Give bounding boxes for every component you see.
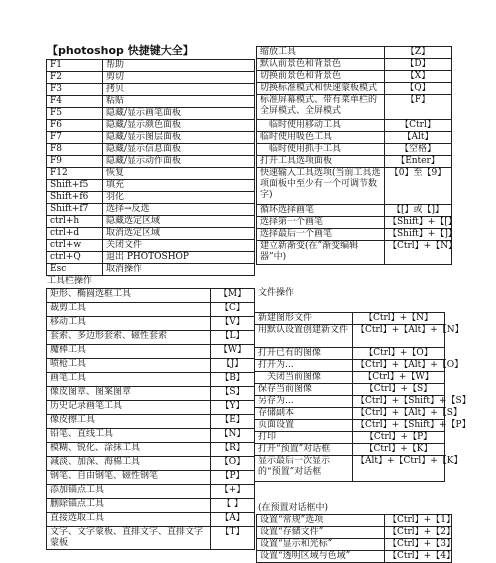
cell-shortcut: 【S】 (211, 387, 255, 401)
table-row (47, 443, 255, 457)
cell-shortcut: 【Enter】 (385, 156, 452, 168)
cell-label: F1 (47, 60, 103, 72)
cell-shortcut: 【R】 (211, 443, 255, 457)
function-keys-table (46, 59, 255, 276)
table-row (47, 457, 255, 471)
cell-label: 切换前景色和背景色 (257, 71, 385, 83)
table-row (47, 216, 255, 228)
cell-shortcut: 【F】 (385, 95, 452, 120)
table-row (47, 415, 255, 429)
cell-shortcut: 【N】 (211, 429, 255, 443)
cell-label: F8 (47, 144, 103, 156)
cell-label: 直接选取工具 (47, 513, 211, 527)
cell-shortcut: 粘贴 (103, 96, 255, 108)
cell-label: Shift+f5 (47, 180, 103, 192)
table-row (257, 95, 452, 120)
table-row (255, 325, 445, 348)
cell-label: 另存为... (255, 396, 353, 408)
cell-shortcut: 【W】 (211, 345, 255, 359)
table-row (47, 485, 255, 499)
table-row (257, 551, 452, 563)
cell-label: 魔棒工具 (47, 345, 211, 359)
cell-shortcut: 【X】 (385, 71, 452, 83)
cell-shortcut: 恢复 (103, 168, 255, 180)
cell-label: ctrl+h (47, 216, 103, 228)
table-row (47, 132, 255, 144)
cell-shortcut: 【Ctrl】+【S】 (353, 384, 445, 396)
table-row (47, 228, 255, 240)
cell-shortcut: 填充 (103, 180, 255, 192)
table-row (255, 432, 445, 444)
cell-shortcut: 【Ctrl】+【1】 (385, 515, 452, 527)
cell-shortcut: 退出 PHOTOSHOP (103, 252, 255, 264)
cell-shortcut: 【L】 (211, 331, 255, 345)
table-row (257, 217, 452, 229)
table-row (257, 241, 452, 265)
cell-shortcut: 隐藏/显示动作面板 (103, 156, 255, 168)
cell-shortcut: 【Ctrl】+【Shift】+【S】 (353, 396, 445, 408)
cell-label: F2 (47, 72, 103, 84)
table-row (257, 539, 452, 551)
tool-shortcuts-table (256, 46, 458, 265)
table-row (255, 372, 445, 384)
cell-shortcut: 【O】 (211, 457, 255, 471)
cell-label: 设置“显示和光标” (257, 539, 385, 551)
cell-shortcut: 【0】至【9】 (385, 168, 452, 205)
table-row (47, 192, 255, 204)
cell-shortcut: 【Ctrl】+【3】 (385, 539, 452, 551)
cell-shortcut: 隐藏/显示画笔面板 (103, 108, 255, 120)
cell-shortcut: 【Ctrl】+【K】 (353, 444, 445, 456)
cell-shortcut: 拷贝 (103, 84, 255, 96)
cell-label: F3 (47, 84, 103, 96)
table-row (47, 387, 255, 401)
file-ops-caption: 文件操作 (258, 288, 295, 298)
cell-label: 页面设置 (255, 420, 353, 432)
table-row (47, 331, 255, 345)
cell-label: 裁剪工具 (47, 303, 211, 317)
tools-table (46, 288, 255, 550)
table-row (47, 471, 255, 485)
cell-label: 设置“存储文件” (257, 527, 385, 539)
table-row (47, 499, 255, 513)
cell-shortcut: 【V】 (211, 317, 255, 331)
table-row (47, 373, 255, 387)
table-row (47, 240, 255, 252)
cell-shortcut: 取消操作 (103, 264, 255, 276)
cell-label: 钢笔、自由钢笔、磁性钢笔 (47, 471, 211, 485)
cell-label: 选择第一个画笔 (257, 217, 385, 229)
cell-label: 临时使用吸色工具 (257, 132, 385, 144)
cell-label: F9 (47, 156, 103, 168)
table-row (47, 120, 255, 132)
cell-label: 打开已有的图像 (255, 348, 353, 360)
cell-label: 喷枪工具 (47, 359, 211, 373)
table-row (47, 156, 255, 168)
cell-shortcut: 【 】 (211, 499, 255, 513)
cell-label: 快速输入工具选项(当前工具选项面板中至少有一个可调节数字) (257, 168, 385, 205)
cell-shortcut: 【Ctrl】+【2】 (385, 527, 452, 539)
cell-shortcut: 【T】 (211, 527, 255, 550)
table-row (257, 168, 452, 205)
cell-shortcut: 【Y】 (211, 401, 255, 415)
table-row (47, 429, 255, 443)
cell-label: 设置“常规”选项 (257, 515, 385, 527)
table-row (47, 96, 255, 108)
cell-shortcut: 【Ctrl】+【N】 (385, 241, 452, 265)
table-row (255, 456, 445, 482)
cell-shortcut: 隐藏/显示图层面板 (103, 132, 255, 144)
cell-shortcut: 【Ctrl】+【W】 (353, 372, 445, 384)
cell-label: F5 (47, 108, 103, 120)
cell-shortcut: 关闭文件 (103, 240, 255, 252)
table-row (47, 144, 255, 156)
cell-label: 缩放工具 (257, 47, 385, 59)
cell-shortcut: 【Q】 (385, 83, 452, 95)
cell-label: F4 (47, 96, 103, 108)
table-row (257, 59, 452, 71)
cell-label: F7 (47, 132, 103, 144)
cell-label: 打开为... (255, 360, 353, 372)
table-row (255, 444, 445, 456)
cell-label: 存储副本 (255, 408, 353, 420)
cell-label: 标准屏幕模式、带有菜单栏的全屏模式、全屏模式 (257, 95, 385, 120)
cell-label: 减淡、加深、海棉工具 (47, 457, 211, 471)
cell-label: 模糊、锐化、涂抹工具 (47, 443, 211, 457)
cell-shortcut: 【Ctrl】+【Alt】+【N】 (353, 325, 445, 348)
cell-label: 保存当前图像 (255, 384, 353, 396)
table-row (47, 359, 255, 373)
cell-shortcut: 【Ctrl】+【N】 (353, 313, 445, 325)
cell-label: 文字、文字蒙板、直排文字、直排文字蒙板 (47, 527, 211, 550)
document-title: 【photoshop 快捷键大全】 (47, 44, 194, 57)
cell-label: 关闭当前图像 (255, 372, 353, 384)
cell-shortcut: 【M】 (211, 289, 255, 303)
file-ops-table (254, 312, 471, 482)
table-row (47, 303, 255, 317)
cell-shortcut: 【A】 (211, 513, 255, 527)
table-row (47, 401, 255, 415)
table-row (257, 132, 452, 144)
cell-label: 移动工具 (47, 317, 211, 331)
table-row (47, 527, 255, 550)
cell-label: 新建图形文件 (255, 313, 353, 325)
table-row (47, 168, 255, 180)
cell-label: 打开“预置”对话框 (255, 444, 353, 456)
cell-shortcut: 【Alt】 (385, 132, 452, 144)
table-row (47, 252, 255, 264)
cell-label: ctrl+Q (47, 252, 103, 264)
table-row (255, 396, 445, 408)
cell-shortcut: 取消选定区域 (103, 228, 255, 240)
cell-shortcut: 【E】 (211, 415, 255, 429)
table-row (257, 515, 452, 527)
cell-shortcut: 【Alt】+【Ctrl】+【K】 (353, 456, 445, 482)
table-row (257, 47, 452, 59)
cell-shortcut: 【Ctrl】+【Alt】+【S】 (353, 408, 445, 420)
cell-label: 选择最后一个画笔 (257, 229, 385, 241)
table-row (47, 289, 255, 303)
cell-shortcut: 隐藏/显示信息面板 (103, 144, 255, 156)
table-row (257, 156, 452, 168)
cell-shortcut: 【J】 (211, 359, 255, 373)
cell-label: F12 (47, 168, 103, 180)
cell-shortcut: 【Ctrl】+【O】 (353, 348, 445, 360)
cell-shortcut: 剪切 (103, 72, 255, 84)
cell-shortcut: 【Shift】+【[】 (385, 217, 452, 229)
cell-shortcut: 【P】 (211, 471, 255, 485)
cell-label: Shift+f7 (47, 204, 103, 216)
table-row (257, 229, 452, 241)
prefs-caption: (在预置对话框中) (258, 503, 329, 513)
table-row (47, 513, 255, 527)
cell-shortcut: 【C】 (211, 303, 255, 317)
cell-label: 打开工具选项面板 (257, 156, 385, 168)
cell-label: ctrl+w (47, 240, 103, 252)
cell-label: ctrl+d (47, 228, 103, 240)
table-row (257, 144, 452, 156)
cell-shortcut: 【空格】 (385, 144, 452, 156)
cell-label: 铅笔、直线工具 (47, 429, 211, 443)
cell-label: Esc (47, 264, 103, 276)
table-row (257, 71, 452, 83)
cell-shortcut: 【Z】 (385, 47, 452, 59)
cell-shortcut: 【[】或【]】 (385, 205, 452, 217)
cell-label: 添加锚点工具 (47, 485, 211, 499)
cell-shortcut: 【Ctrl】 (385, 120, 452, 132)
cell-shortcut: 【Shift】+【]】 (385, 229, 452, 241)
table-row (47, 345, 255, 359)
table-row (257, 527, 452, 539)
cell-shortcut: 隐藏/显示颜色面板 (103, 120, 255, 132)
cell-label: 套索、多边形套索、磁性套索 (47, 331, 211, 345)
cell-shortcut: 【B】 (211, 373, 255, 387)
table-row (255, 384, 445, 396)
cell-shortcut: 羽化 (103, 192, 255, 204)
cell-label: 循环选择画笔 (257, 205, 385, 217)
table-row (257, 83, 452, 95)
cell-label: 画笔工具 (47, 373, 211, 387)
tools-caption: 工具栏操作 (47, 276, 93, 286)
cell-shortcut: 【Ctrl】+【Shift】+【P】 (353, 420, 445, 432)
cell-label: 设置“透明区域与色域” (257, 551, 385, 563)
cell-shortcut: 【D】 (385, 59, 452, 71)
table-row (255, 360, 445, 372)
cell-label: 临时使用移动工具 (257, 120, 385, 132)
table-row (47, 84, 255, 96)
cell-label: 切换标准模式和快速蒙板模式 (257, 83, 385, 95)
table-row (47, 317, 255, 331)
cell-label: 像皮图章、图案图章 (47, 387, 211, 401)
cell-label: 像皮擦工具 (47, 415, 211, 429)
cell-label: 显示最后一次显示的“预置”对话框 (255, 456, 353, 482)
table-row (47, 204, 255, 216)
cell-label: 矩形、椭圆选框工具 (47, 289, 211, 303)
table-row (257, 120, 452, 132)
cell-shortcut: 【+】 (211, 485, 255, 499)
table-row (47, 108, 255, 120)
cell-label: 打印 (255, 432, 353, 444)
table-row (255, 348, 445, 360)
cell-label: 临时使用抓手工具 (257, 144, 385, 156)
cell-shortcut: 隐藏选定区域 (103, 216, 255, 228)
cell-label: 历史记录画笔工具 (47, 401, 211, 415)
cell-label: 建立新渐变(在”渐变编辑器”中) (257, 241, 385, 265)
table-row (47, 72, 255, 84)
cell-label: F6 (47, 120, 103, 132)
cell-label: 默认前景色和背景色 (257, 59, 385, 71)
cell-shortcut: 【Ctrl】+【4】 (385, 551, 452, 563)
prefs-table (256, 514, 455, 563)
cell-shortcut: 【Ctrl】+【P】 (353, 432, 445, 444)
cell-label: Shift+f6 (47, 192, 103, 204)
table-row (47, 60, 255, 72)
cell-shortcut: 帮助 (103, 60, 255, 72)
cell-label: 用默认设置创建新文件 (255, 325, 353, 348)
table-row (255, 420, 445, 432)
cell-shortcut: 【Ctrl】+【Alt】+【O】 (353, 360, 445, 372)
table-row (47, 180, 255, 192)
table-row (255, 313, 445, 325)
table-row (257, 205, 452, 217)
cell-shortcut: 选择→反选 (103, 204, 255, 216)
table-row (47, 264, 255, 276)
table-row (255, 408, 445, 420)
cell-label: 删除锚点工具 (47, 499, 211, 513)
